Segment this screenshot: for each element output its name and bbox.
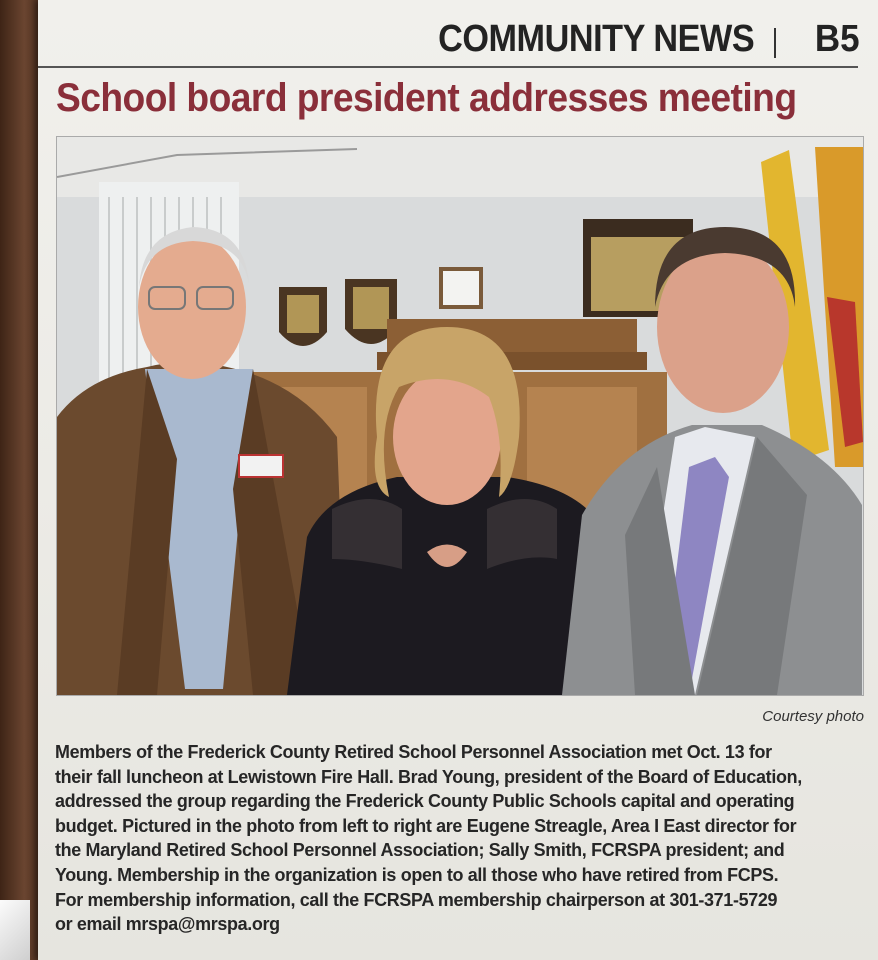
caption-line: addressed the group regarding the Frederick County Public Schools capital and operating bbox=[55, 790, 795, 812]
photo-caption bbox=[55, 740, 870, 937]
caption-line: For membership information, call the FCRSPA membership chairperson at 301-371-5729 bbox=[55, 888, 778, 910]
page-number: B5 bbox=[815, 18, 860, 60]
header-divider bbox=[774, 28, 776, 58]
photo-illustration bbox=[57, 137, 863, 695]
caption-line: Young. Membership in the organization is open to all those who have retired from FCPS. bbox=[55, 863, 779, 885]
article-photo bbox=[56, 136, 864, 696]
caption-line: Members of the Frederick County Retired School Personnel Association met Oct. 13 for bbox=[55, 741, 772, 762]
section-title: COMMUNITY NEWS bbox=[437, 18, 754, 60]
caption-line: or email mrspa@mrspa.org bbox=[55, 913, 280, 935]
header-rule bbox=[38, 66, 858, 68]
caption-line: the Maryland Retired School Personnel Association; Sally Smith, FCRSPA president; and bbox=[55, 839, 785, 861]
newspaper-page bbox=[38, 0, 878, 960]
caption-line: their fall luncheon at Lewistown Fire Hall. Brad Young, president of the Board of Education, bbox=[55, 765, 802, 787]
caption-line: budget. Pictured in the photo from left to right are Eugene Streagle, Area I East director for bbox=[55, 814, 797, 836]
section-header bbox=[38, 14, 878, 62]
photo-credit: Courtesy photo bbox=[762, 708, 864, 725]
article-headline: School board president addresses meeting bbox=[56, 76, 797, 120]
paper-corner bbox=[0, 900, 30, 960]
